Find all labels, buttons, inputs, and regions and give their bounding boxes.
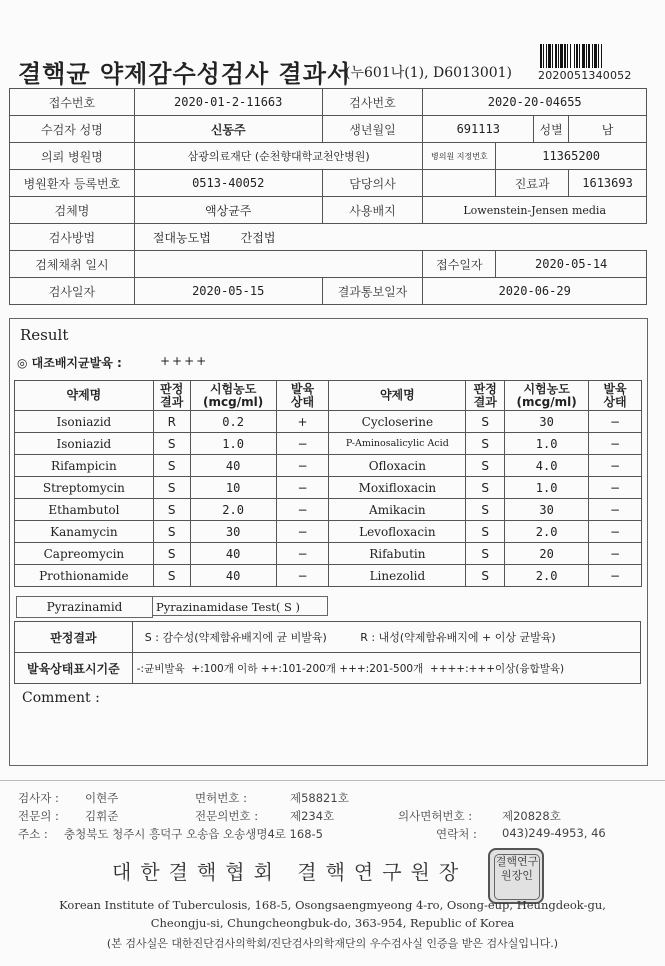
col-growth-right-2: 상태 [603,394,627,409]
receipt-no: 2020-01-2-11663 [134,89,322,116]
barcode-bar [546,44,547,68]
hospital-code-label: 병의원 지정번호 [423,143,496,170]
official-seal [488,848,544,904]
drug-name: Moxifloxacin [329,477,466,499]
col-growth-right [589,381,642,411]
test-date-label: 검사일자 [10,278,135,305]
growth: − [589,499,642,521]
concentration: 30 [505,499,589,521]
growth: − [276,543,329,565]
concentration: 20 [505,543,589,565]
registration-no: 0513-40052 [134,170,322,197]
judge: R [153,411,190,433]
report-date-label: 결과통보일자 [322,278,423,305]
concentration: 1.0 [505,433,589,455]
legend-table [14,621,641,684]
medium-label: 사용배지 [322,197,423,224]
method-spacer [322,224,646,251]
doctor-name [423,170,496,197]
barcode-bar [594,44,597,68]
col-drug: 약제명 [15,381,154,411]
method-values [134,224,322,251]
judge-legend [132,622,640,653]
concentration: 40 [190,455,276,477]
table-row [15,477,642,499]
growth: + [276,411,329,433]
concentration: 1.0 [190,433,276,455]
growth: − [276,565,329,587]
registration-no-label: 병원환자 등록번호 [10,170,135,197]
doctor-license-label: 의사면허번호 : [398,809,473,823]
result-heading: Result [20,326,69,344]
barcode-bar [576,44,578,68]
specialist-no: 제234호 [290,809,335,823]
judge-legend-r: R : 내성(약제함유배지에 + 이상 균발육) [360,631,556,644]
barcode-bar [598,44,599,68]
col-conc-right [505,381,589,411]
judge: S [153,521,190,543]
growth: − [589,543,642,565]
col-conc-2: (mcg/ml) [203,394,264,409]
org-address-en-2: Cheongju-si, Chungcheongbuk-do, 363-954, Republic of Korea [150,916,515,930]
col-growth-2: 상태 [290,394,315,409]
table-row [15,433,642,455]
table-row [15,499,642,521]
growth: − [589,521,642,543]
col-judge-right-2: 결과 [473,394,497,409]
growth: − [589,455,642,477]
judge: S [466,543,505,565]
form-code: (누601나(1), D6013001) [345,65,513,81]
barcode-bar [548,44,551,68]
barcode [540,44,634,68]
growth: − [276,477,329,499]
judge: S [153,477,190,499]
collect-date [134,251,423,278]
barcode-bar [540,44,542,68]
receipt-no-label: 접수번호 [10,89,135,116]
barcode-bar [592,44,593,68]
drug-name: Prothionamide [15,565,154,587]
judge: S [153,455,190,477]
dob: 691113 [423,116,534,143]
barcode-bar [555,44,557,68]
judge-legend-s: S : 감수성(약제함유배지에 균 비발육) [144,631,327,644]
judge: S [466,499,505,521]
sex: 남 [569,116,647,143]
drug-name: Streptomycin [15,477,154,499]
growth-legend-label: 발육상태표시기준 [15,653,133,684]
growth: − [589,477,642,499]
seal-text: 결핵연구원장인 [494,854,540,900]
barcode-bar [558,44,559,68]
drug-name: Amikacin [329,499,466,521]
col-conc-right-1: 시험농도 [523,381,570,396]
address-label: 주소 : [18,827,48,841]
drug-name: Cycloserine [329,411,466,433]
specimen-label: 검체명 [10,197,135,224]
drug-name: Rifampicin [15,455,154,477]
barcode-bar [579,44,580,68]
address: 충청북도 청주시 흥덕구 오송읍 오송생명4로 168-5 [64,827,323,841]
specialist-label: 전문의 : [18,809,59,823]
comment-label: Comment : [22,690,100,706]
judge: S [466,477,505,499]
method-absolute: 절대농도법 [152,230,211,245]
col-judge-2: 결과 [160,394,184,409]
col-judge-right [466,381,505,411]
col-judge-1: 판정 [160,381,184,396]
judge: S [466,455,505,477]
hospital-name: 삼광의료재단 (순천향대학교천안병원) [134,143,423,170]
drug-name: Rifabutin [329,543,466,565]
growth: − [276,455,329,477]
patient-name: 신동주 [134,116,322,143]
barcode-bar [552,44,553,68]
barcode-bar [570,44,571,68]
growth-legend: -:균비발육 +:100개 이하 ++:101-200개 +++:201-500개 ++++:+++이상(융합발육) [132,653,640,684]
growth: − [589,433,642,455]
concentration: 2.0 [505,565,589,587]
method-indirect: 간접법 [240,230,276,245]
drug-name: Ethambutol [15,499,154,521]
col-drug-right: 약제명 [329,381,466,411]
judge: S [153,499,190,521]
dob-label: 생년월일 [322,116,423,143]
judge: S [466,565,505,587]
contact: 043)249-4953, 46 [502,826,606,840]
concentration: 2.0 [505,521,589,543]
table-row [15,543,642,565]
concentration: 1.0 [505,477,589,499]
barcode-bar [574,44,575,68]
table-row [15,455,642,477]
test-no: 2020-20-04655 [423,89,647,116]
pza-label: Pyrazinamid [16,596,153,618]
barcode-bar [601,44,602,68]
document-title: 결핵균 약제감수성검사 결과서 [18,60,352,88]
control-label: ◎ 대조배지균발육 : [17,356,122,370]
collect-date-label: 검체채취 일시 [10,251,135,278]
report-date: 2020-06-29 [423,278,647,305]
contact-label: 연락처 : [436,827,477,841]
method-label: 검사방법 [10,224,135,251]
concentration: 40 [190,565,276,587]
tester-name: 이현주 [85,791,119,805]
specialist-no-label: 전문의번호 : [195,809,259,823]
drug-name: Levofloxacin [329,521,466,543]
drug-name: Kanamycin [15,521,154,543]
judge: S [466,521,505,543]
test-no-label: 검사번호 [322,89,423,116]
barcode-number: 2020051340052 [538,69,632,82]
judge: S [153,543,190,565]
footer-divider [0,780,665,781]
patient-name-label: 수검자 성명 [10,116,135,143]
drug-name: P-Aminosalicylic Acid [329,433,466,455]
drug-name: Ofloxacin [329,455,466,477]
org-address-en-1: Korean Institute of Tuberculosis, 168-5, Osongsaengmyeong 4-ro, Osong-eup, Heungdeok-gu, [59,898,606,912]
barcode-bar [582,44,585,68]
barcode-bar [560,44,563,68]
drug-name: Linezolid [329,565,466,587]
judge: S [153,433,190,455]
col-growth-right-1: 발육 [603,381,627,396]
judge: S [466,433,505,455]
judge-legend-label: 판정결과 [15,622,133,653]
license-label: 면허번호 : [195,791,247,805]
receive-date-label: 접수일자 [423,251,496,278]
concentration: 0.2 [190,411,276,433]
growth: − [589,565,642,587]
concentration: 30 [505,411,589,433]
table-row [15,411,642,433]
test-date: 2020-05-15 [134,278,322,305]
barcode-bar [564,44,566,68]
sex-label: 성별 [534,116,569,143]
concentration: 40 [190,543,276,565]
concentration: 10 [190,477,276,499]
col-conc-1: 시험농도 [209,381,257,396]
judge: S [466,411,505,433]
col-judge [153,381,190,411]
col-judge-right-1: 판정 [473,381,497,396]
department-label: 진료과 [496,170,569,197]
col-conc-right-2: (mcg/ml) [516,394,577,409]
col-growth [276,381,329,411]
tester-label: 검사자 : [18,791,59,805]
organization-name: 대한결핵협회 결핵연구원장 [112,860,468,884]
license-no: 제58821호 [290,791,349,805]
control-value: ++++ [160,354,209,368]
judge: S [153,565,190,587]
hospital-label: 의뢰 병원명 [10,143,135,170]
drug-name: Isoniazid [15,433,154,455]
col-conc [190,381,276,411]
col-growth-1: 발육 [290,381,315,396]
growth: − [276,433,329,455]
doctor-license-no: 제20828호 [502,809,561,823]
drug-name: Capreomycin [15,543,154,565]
concentration: 30 [190,521,276,543]
receive-date: 2020-05-14 [496,251,647,278]
table-row [15,521,642,543]
growth: − [589,411,642,433]
barcode-bar [543,44,544,68]
growth: − [276,499,329,521]
growth: − [276,521,329,543]
drug-name: Isoniazid [15,411,154,433]
pza-value: Pyrazinamidase Test( S ) [152,596,328,616]
barcode-bar [588,44,590,68]
drug-rows [15,411,642,587]
doctor-label: 담당의사 [322,170,423,197]
patient-info-table [9,88,647,305]
drug-susceptibility-table [14,380,642,587]
concentration: 4.0 [505,455,589,477]
barcode-bar [586,44,587,68]
barcode-bar [567,44,568,68]
concentration: 2.0 [190,499,276,521]
hospital-code: 11365200 [496,143,647,170]
table-row [15,565,642,587]
medium-value: Lowenstein-Jensen media [423,197,647,224]
specimen-value: 액상균주 [134,197,322,224]
certification-note: (본 검사실은 대한진단검사의학회/진단검사의학재단의 우수검사실 인증을 받은 검사실입니다.) [106,937,559,950]
specialist-name: 김휘준 [85,809,119,823]
department-value: 1613693 [569,170,647,197]
